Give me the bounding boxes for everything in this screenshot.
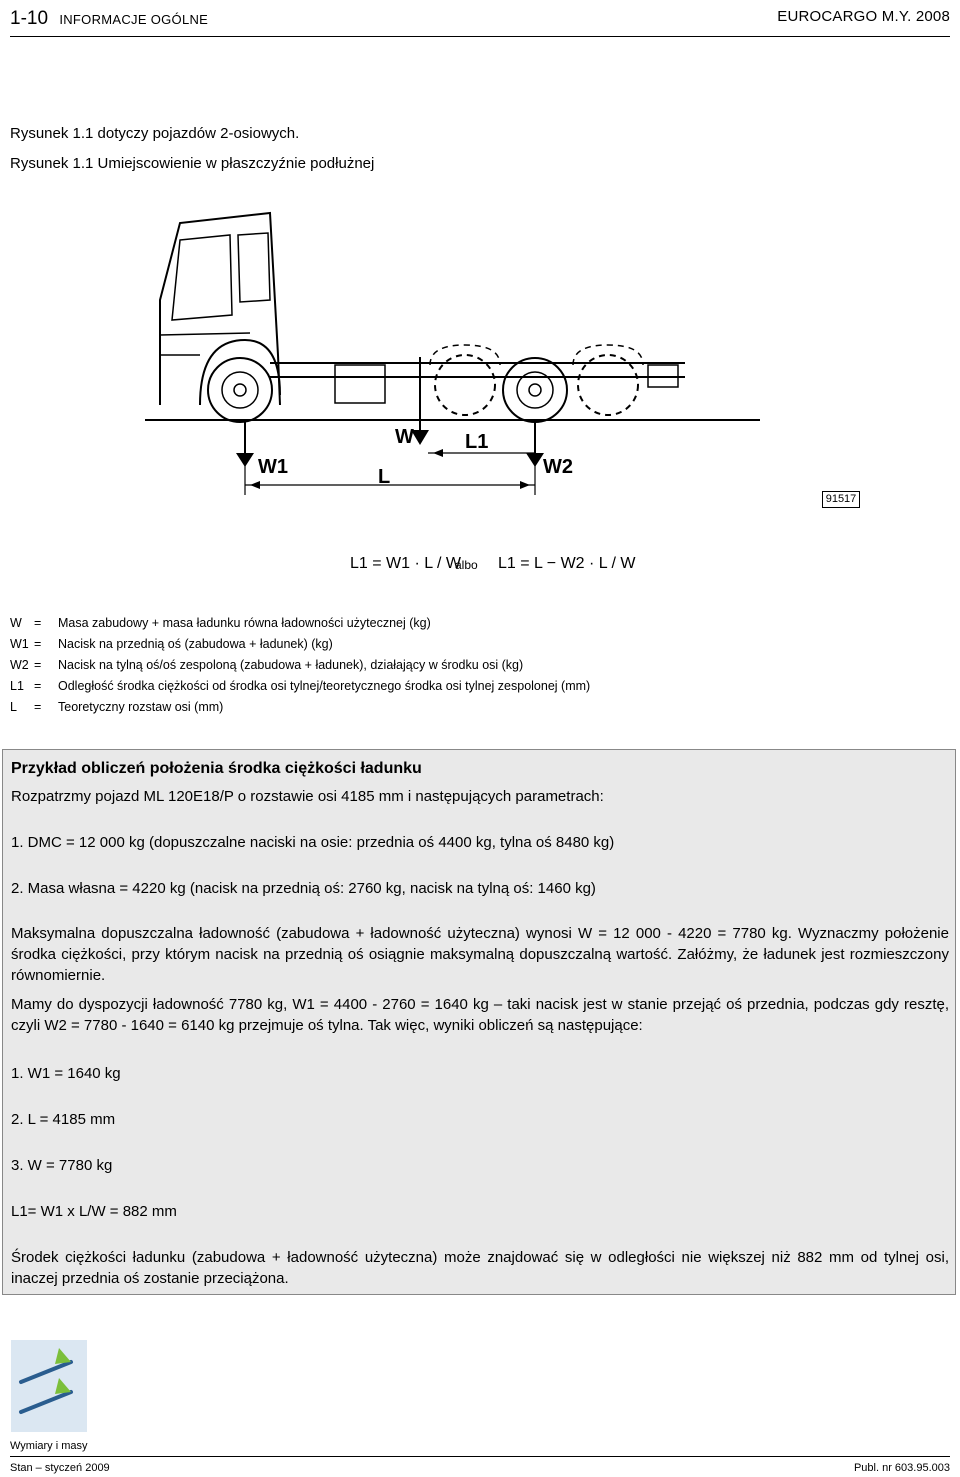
- label-w1: W1: [258, 456, 288, 478]
- footer-publication: Publ. nr 603.95.003: [853, 1462, 950, 1474]
- definition-row: W1 = Nacisk na przednią oś (zabudowa + ładunek) (kg): [10, 636, 333, 651]
- truck-diagram: [120, 205, 780, 495]
- label-w: W: [395, 426, 414, 448]
- caption-line-2: Rysunek 1.1 Umiejscowienie w płaszczyźnie podłużnej: [10, 155, 375, 172]
- example-p6: Środek ciężkości ładunku (zabudowa + ładowność użyteczna) może znajdować się w odległości nie większej niż 882 mm od tylnej osi, inaczej przednia oś zostanie przeciążona.: [11, 1249, 949, 1287]
- formula-right: L1 = L − W2 · L / W: [498, 555, 636, 572]
- figure-code: 91517: [822, 491, 860, 508]
- formula-left: L1 = W1 · L / W: [350, 555, 461, 572]
- example-p4: Maksymalna dopuszczalna ładowność (zabudowa + ładowność użyteczna) wynosi W = 12 000 - 4220 = 7780 kg. Wyznaczmy położenie środka ciężkości, przy którym nacisk na przednią oś osiągnie maksymalną dopuszczalną wartość. Załóżmy, że ładunek jest rozmieszczony równomiernie.: [11, 925, 949, 984]
- footer-date: Stan – styczeń 2009: [10, 1462, 110, 1474]
- model-name: EUROCARGO M.Y. 2008: [777, 8, 950, 25]
- result-4: L1= W1 x L/W = 882 mm: [11, 1203, 177, 1220]
- formula: [350, 540, 636, 590]
- example-p1: Rozpatrzmy pojazd ML 120E18/P o rozstawie osi 4185 mm i następujących parametrach:: [11, 788, 604, 805]
- header-left: [10, 8, 208, 30]
- footer-section-title: Wymiary i masy: [10, 1440, 88, 1452]
- section-icon: [11, 1340, 87, 1432]
- example-p2: 1. DMC = 12 000 kg (dopuszczalne naciski na osie: przednia oś 4400 kg, tylna oś 8480 kg): [11, 834, 615, 851]
- example-p5: Mamy do dyspozycji ładowność 7780 kg, W1 = 4400 - 2760 = 1640 kg – taki nacisk jest w stanie przejąć oś przednia, podczas gdy resztę, czyli W2 = 7780 - 1640 = 6140 kg przejmuje oś tylna. Tak więc, wyniki obliczeń są następujące:: [11, 996, 949, 1034]
- example-p3: 2. Masa własna = 4220 kg (nacisk na przednią oś: 2760 kg, nacisk na tylną oś: 1460 kg): [11, 880, 596, 897]
- result-2: 2. L = 4185 mm: [11, 1111, 116, 1128]
- definition-row: W2 = Nacisk na tylną oś/oś zespoloną (zabudowa + ładunek), działający w środku osi (kg): [10, 657, 524, 672]
- label-l1: L1: [465, 431, 489, 453]
- definition-row: W = Masa zabudowy + masa ładunku równa ładowności użytecznej (kg): [10, 615, 431, 630]
- footer-rule: [10, 1456, 950, 1457]
- header-rule: [10, 36, 950, 37]
- definition-row: L1 = Odległość środka ciężkości od środka osi tylnej/teoretycznego środka osi tylnej zespolonej (mm): [10, 678, 591, 693]
- result-1: 1. W1 = 1640 kg: [11, 1065, 121, 1082]
- example-title: Przykład obliczeń położenia środka ciężkości ładunku: [11, 760, 422, 777]
- formula-albo: albo: [455, 558, 478, 572]
- page-header: [10, 8, 950, 34]
- definition-row: L = Teoretyczny rozstaw osi (mm): [10, 699, 224, 714]
- caption-line-1: Rysunek 1.1 dotyczy pojazdów 2-osiowych.: [10, 125, 300, 142]
- label-w2: W2: [543, 456, 573, 478]
- page-number: 1-10: [10, 8, 49, 29]
- result-3: 3. W = 7780 kg: [11, 1157, 113, 1174]
- label-l: L: [378, 466, 391, 488]
- section-name: INFORMACJE OGÓLNE: [59, 12, 209, 27]
- definitions-list: [10, 612, 950, 717]
- example-box: [2, 749, 956, 1295]
